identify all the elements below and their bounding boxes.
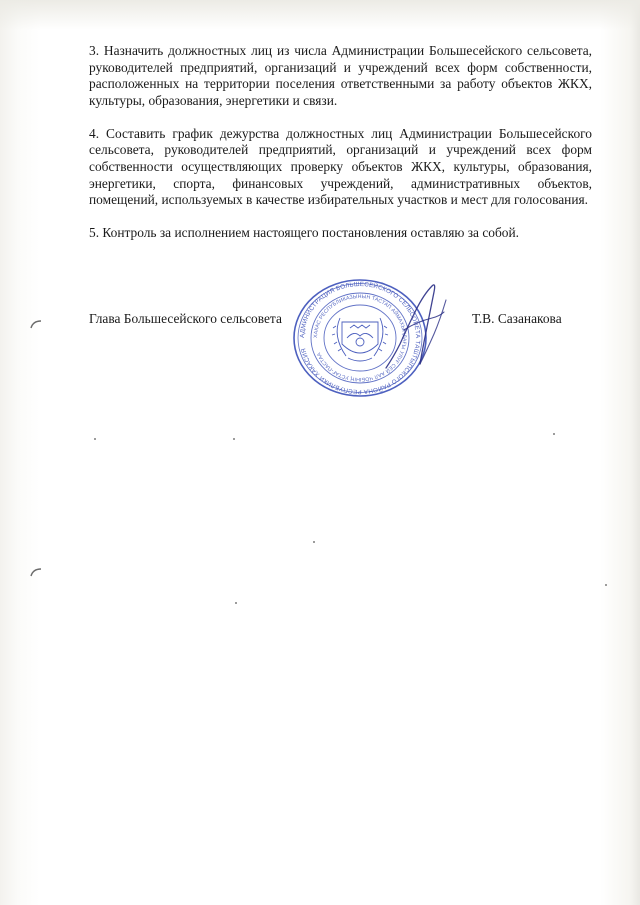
scan-speck <box>94 438 96 440</box>
binder-hole-mark <box>30 567 43 578</box>
paragraph-3: 3. Назначить должностных лиц из числа Администрации Большесейского сельсовета, руководителей предприятий, организаций и учреждений всех форм собственности, расположенных на территории поселения ответственными за работу объектов ЖКХ, культуры, образования, энергетики и связи. <box>89 43 592 108</box>
handwritten-signature <box>380 272 450 382</box>
signer-name: Т.В. Сазанакова <box>472 311 562 326</box>
binder-hole-mark <box>30 319 43 330</box>
scan-speck <box>233 438 235 440</box>
scan-speck <box>313 541 315 543</box>
stamp-inner-text: ХАКАС РЕСПУБЛИКАЗЫНЫН ТАСТАП АЙМАХЫНДАҒЫ УЛУҒ СЕЙ ААЛ ЧӦБІНІҢ УСТАҒ-ПАСТАА <box>312 293 408 383</box>
paragraph-4: 4. Составить график дежурства должностных лиц Администрации Большесейского сельсовета, руководителей предприятий, организаций и учреждений всех форм собственности осуществляющих проверку объектов ЖКХ, культуры, образования, энергетики, спорта, финансовых учреждений, административных объектов, помещений, используемых в качестве избирательных участков и мест для голосования. <box>89 125 592 208</box>
scan-speck <box>553 433 555 435</box>
paragraph-5: 5. Контроль за исполнением настоящего постановления оставляю за собой. <box>89 225 520 241</box>
signer-title: Глава Большесейского сельсовета <box>89 311 282 326</box>
scan-speck <box>235 602 237 604</box>
scan-shadow <box>0 0 640 30</box>
document-body <box>89 43 592 258</box>
stamp-outer-text: АДМИНИСТРАЦИЯ БОЛЬШЕСЕЙСКОГО СЕЛЬСОВЕТА ТАШТЫПСКОГО РАЙОНА РЕСПУБЛИКИ ХАКАСИЯ <box>298 280 422 396</box>
scan-speck <box>605 584 607 586</box>
